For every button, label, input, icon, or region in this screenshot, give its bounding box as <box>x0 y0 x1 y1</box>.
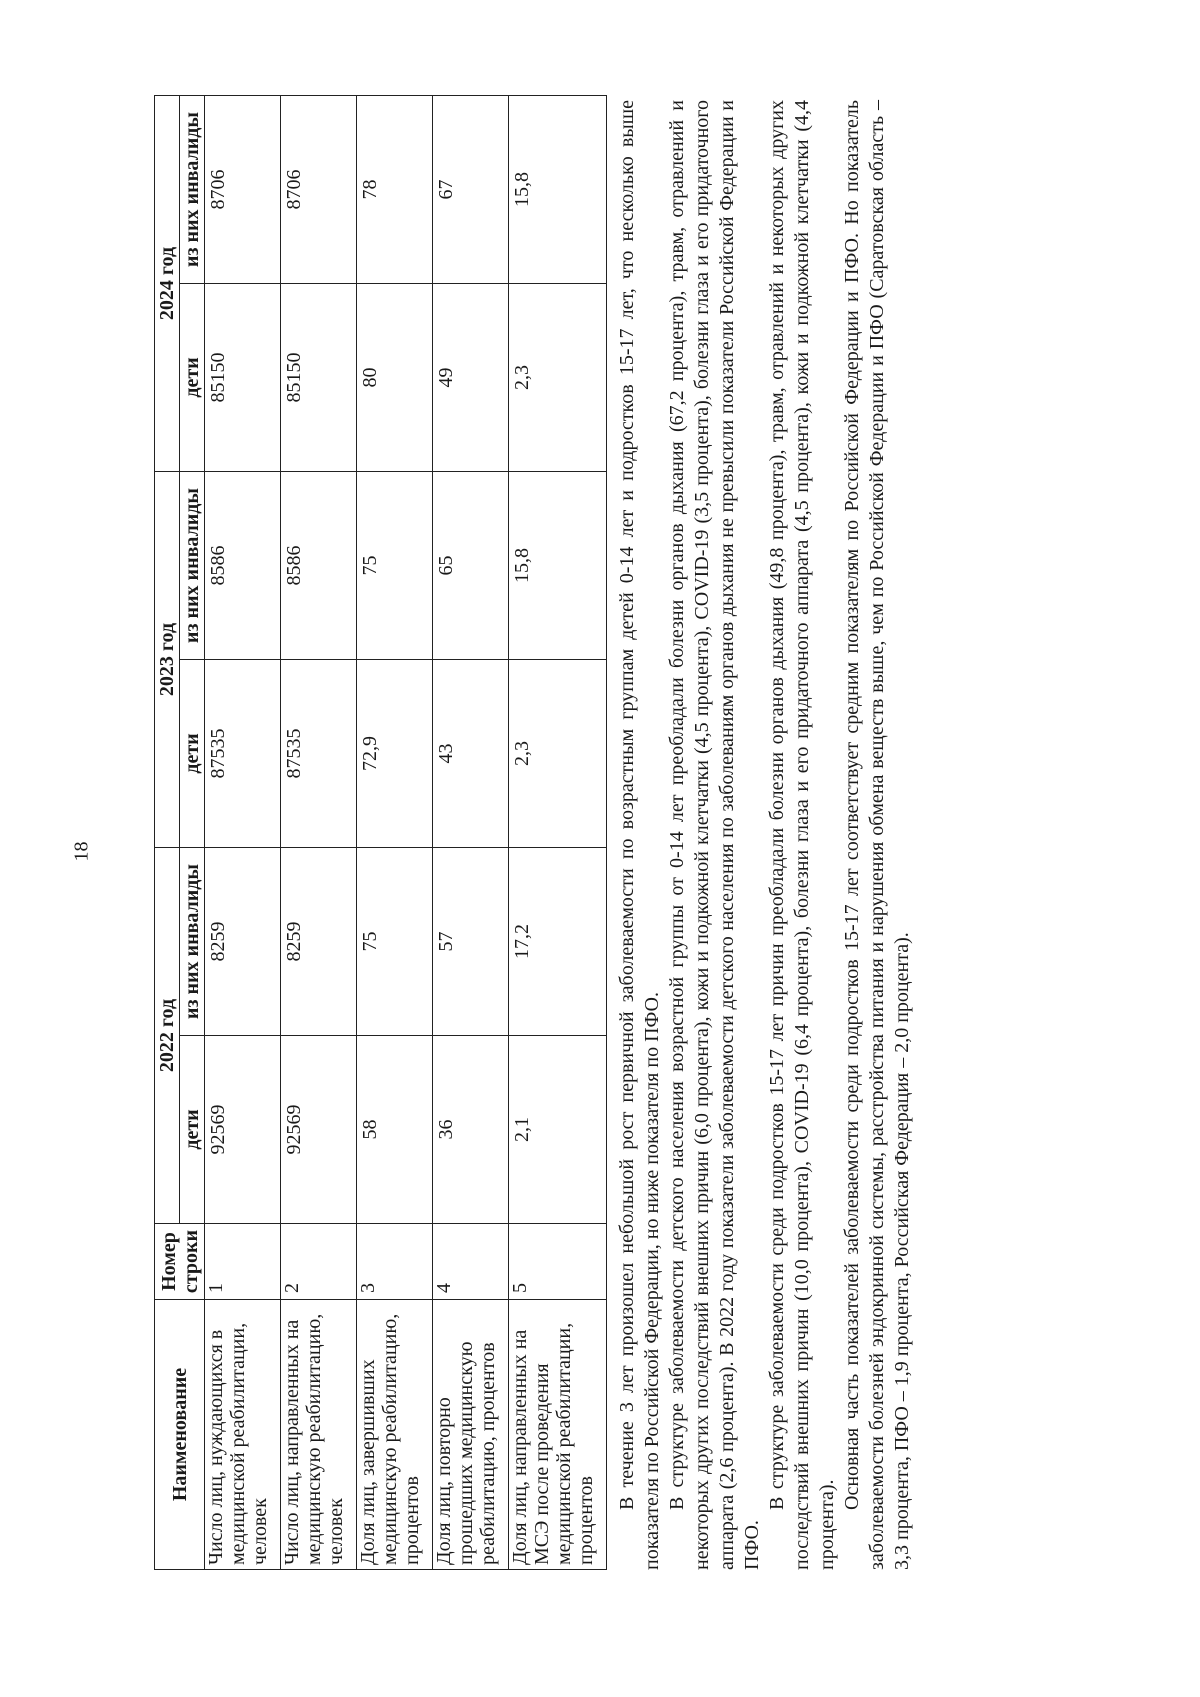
cell-value: 17,2 <box>509 848 607 1036</box>
cell-value: 43 <box>433 660 509 848</box>
cell-value: 2,3 <box>509 660 607 848</box>
table-row <box>509 96 607 1570</box>
table-row <box>205 96 281 1570</box>
header-children: дети <box>180 284 205 472</box>
cell-value: 8259 <box>205 848 281 1036</box>
row-number: 2 <box>281 1224 357 1300</box>
row-number: 1 <box>205 1224 281 1300</box>
page-number: 18 <box>70 841 93 862</box>
cell-value: 8706 <box>205 96 281 284</box>
paragraph: Основная часть показателей заболеваемости среди подростков 15-17 лет соответствует средним показателям по Российской Федерации и ПФО. Но показатель заболеваемости болезней эндокринной системы, расстройства питания и нарушения обмена веществ выше, чем по Российской Федерации и ПФО (Саратовская область – 3,3 процента, ПФО – 1,9 процента, Российская Федерация – 2,0 процента). <box>841 100 913 1570</box>
header-year-2023: 2023 год <box>155 472 180 848</box>
cell-value: 92569 <box>281 1036 357 1224</box>
row-name: Доля лиц, направленных на МСЭ после проведения медицинской реабилитации, процентов <box>509 1300 607 1570</box>
row-name: Число лиц, нуждающихся в медицинской реабилитации, человек <box>205 1300 281 1570</box>
row-name: Доля лиц, повторно прошедших медицинскую реабилитацию, процентов <box>433 1300 509 1570</box>
table-row <box>281 96 357 1570</box>
header-year-2022: 2022 год <box>155 848 180 1224</box>
header-disabled: из них инвалиды <box>180 472 205 660</box>
row-name: Число лиц, направленных на медицинскую реабилитацию, человек <box>281 1300 357 1570</box>
cell-value: 75 <box>357 472 433 660</box>
header-children: дети <box>180 660 205 848</box>
rotated-content <box>154 100 913 1570</box>
body-text <box>615 100 915 1570</box>
cell-value: 80 <box>357 284 433 472</box>
cell-value: 8586 <box>281 472 357 660</box>
cell-value: 15,8 <box>509 472 607 660</box>
cell-value: 78 <box>357 96 433 284</box>
cell-value: 87535 <box>281 660 357 848</box>
row-number: 4 <box>433 1224 509 1300</box>
header-children: дети <box>180 1036 205 1224</box>
header-disabled: из них инвалиды <box>180 848 205 1036</box>
paragraph: В структуре заболеваемости среди подростков 15-17 лет причин преобладали болезни органов дыхания (49,8 процента), травм, отравлений и некоторых других последствий внешних причин (10,0 процента), COVID-19 (6,4 процента), болезни глаза и его придаточного аппарата (4,5 процента), кожи и подкожной клетчатки (4,4 процента). <box>766 100 838 1570</box>
row-name: Доля лиц, завершивших медицинскую реабилитацию, процентов <box>357 1300 433 1570</box>
header-year-2024: 2024 год <box>155 96 180 472</box>
cell-value: 2,3 <box>509 284 607 472</box>
cell-value: 49 <box>433 284 509 472</box>
paragraph: В структуре заболеваемости детского населения возрастной группы от 0-14 лет преобладали болезни органов дыхания (67,2 процента), травм, отравлений и некоторых других последствий внешних причин (6,0 процента), кожи и подкожной клетчатки (4,5 процента), COVID-19 (3,5 процента), болезни глаза и его придаточного аппарата (2,6 процента). В 2022 году показатели заболеваемости детского населения по заболеваниям органов дыхания не превысили показатели Российской Федерации и ПФО. <box>666 100 763 1570</box>
cell-value: 15,8 <box>509 96 607 284</box>
cell-value: 85150 <box>205 284 281 472</box>
cell-value: 87535 <box>205 660 281 848</box>
table-row <box>433 96 509 1570</box>
cell-value: 36 <box>433 1036 509 1224</box>
table-row <box>357 96 433 1570</box>
cell-value: 8259 <box>281 848 357 1036</box>
cell-value: 58 <box>357 1036 433 1224</box>
rehab-table <box>154 95 607 1570</box>
cell-value: 2,1 <box>509 1036 607 1224</box>
cell-value: 67 <box>433 96 509 284</box>
cell-value: 8586 <box>205 472 281 660</box>
row-number: 3 <box>357 1224 433 1300</box>
cell-value: 57 <box>433 848 509 1036</box>
header-disabled: из них инвалиды <box>180 96 205 284</box>
cell-value: 72,9 <box>357 660 433 848</box>
cell-value: 75 <box>357 848 433 1036</box>
row-number: 5 <box>509 1224 607 1300</box>
cell-value: 8706 <box>281 96 357 284</box>
paragraph: В течение 3 лет произошел небольшой рост первичной заболеваемости по возрастным группам детей 0-14 лет и подростков 15-17 лет, что несколько выше показателя по Российской Федерации, но ниже показателя по ПФО. <box>616 100 663 1570</box>
cell-value: 92569 <box>205 1036 281 1224</box>
header-row-number: Номер строки <box>155 1224 205 1300</box>
cell-value: 85150 <box>281 284 357 472</box>
cell-value: 65 <box>433 472 509 660</box>
header-name: Наименование <box>155 1300 205 1570</box>
